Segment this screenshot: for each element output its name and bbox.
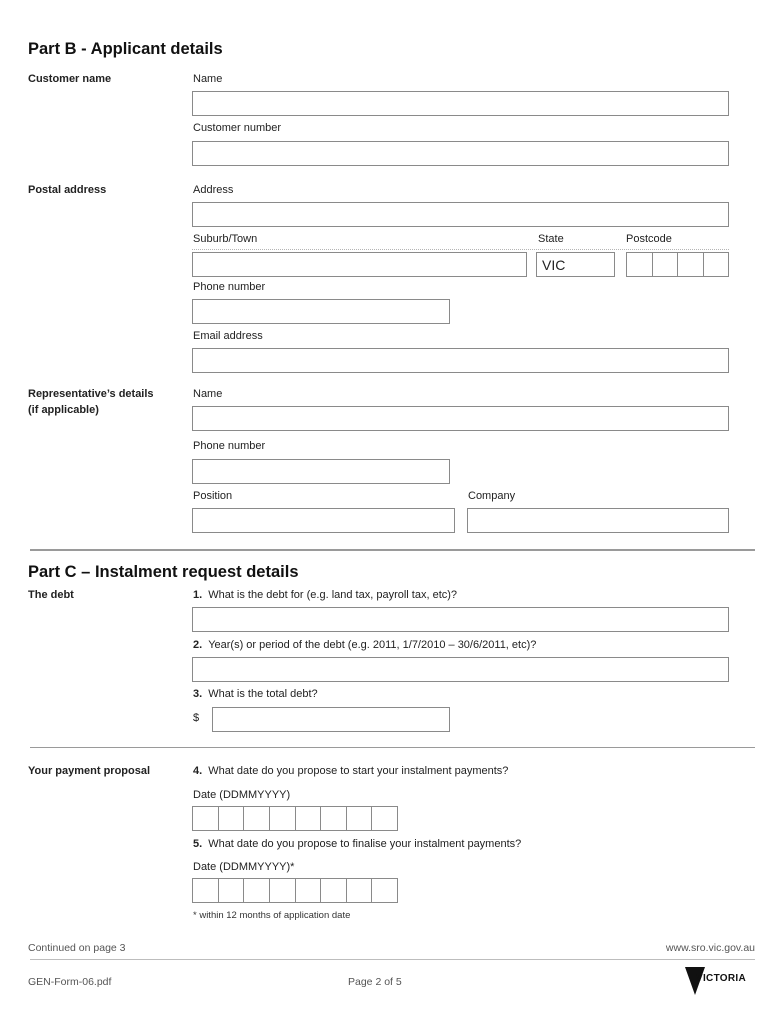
date-digit[interactable] [321,879,347,902]
postal-address-section-label: Postal address [28,184,107,196]
question-1-text: What is the debt for (e.g. land tax, payroll tax, etc)? [208,589,458,601]
state-input[interactable]: VIC [536,252,615,277]
rep-section-label-line1: Representative’s details [28,388,154,400]
date-digit[interactable] [193,807,219,830]
debt-period-input[interactable] [192,657,729,682]
customer-number-label: Customer number [193,122,282,134]
date-digit[interactable] [270,879,296,902]
date-digit[interactable] [372,879,397,902]
section-divider [30,549,755,551]
victoria-logo [684,965,750,997]
name-input[interactable] [192,91,729,116]
part-c-title: Part C – Instalment request details [28,563,299,581]
question-2-text: Year(s) or period of the debt (e.g. 2011, 1/7/2010 – 30/6/2011, etc)? [208,639,537,651]
proposal-section-label: Your payment proposal [28,765,151,777]
question-3-text: What is the total debt? [208,688,318,700]
question-2 [193,639,536,651]
postcode-digit[interactable] [653,253,679,276]
rep-name-input[interactable] [192,406,729,431]
date-digit[interactable] [219,807,245,830]
currency-symbol: $ [193,712,200,724]
state-label: State [538,233,564,245]
address-label: Address [193,184,234,196]
page-number: Page 2 of 5 [348,976,402,988]
continued-note: Continued on page 3 [28,942,126,954]
postcode-digit[interactable] [704,253,729,276]
date-digit[interactable] [193,879,219,902]
debt-section-label: The debt [28,589,74,601]
postcode-input[interactable] [626,252,729,277]
customer-name-section-label: Customer name [28,73,112,85]
position-label: Position [193,490,233,502]
start-date-label: Date (DDMMYYYY) [193,789,291,801]
file-name: GEN-Form-06.pdf [28,976,112,988]
customer-number-input[interactable] [192,141,729,166]
suburb-input[interactable] [192,252,527,277]
date-digit[interactable] [244,807,270,830]
footnote: * within 12 months of application date [193,910,351,921]
position-input[interactable] [192,508,455,533]
section-divider [30,747,755,748]
date-digit[interactable] [244,879,270,902]
email-label: Email address [193,330,263,342]
question-5-text: What date do you propose to finalise your instalment payments? [208,838,522,850]
email-input[interactable] [192,348,729,373]
question-3 [193,688,318,700]
start-date-input[interactable] [192,806,398,831]
finish-date-label: Date (DDMMYYYY)* [193,861,295,873]
rep-phone-input[interactable] [192,459,450,484]
date-digit[interactable] [296,879,322,902]
debt-type-input[interactable] [192,607,729,632]
postcode-digit[interactable] [678,253,704,276]
victoria-logo-text: VICTORIA [696,973,746,984]
company-input[interactable] [467,508,729,533]
date-digit[interactable] [372,807,397,830]
question-5 [193,838,521,850]
date-digit[interactable] [270,807,296,830]
question-1 [193,589,457,601]
postcode-digit[interactable] [627,253,653,276]
finish-date-input[interactable] [192,878,398,903]
question-4-text: What date do you propose to start your instalment payments? [208,765,509,777]
question-2-number: 2. [193,639,203,651]
name-field-label: Name [193,73,223,85]
footer-divider [30,959,755,960]
question-4-number: 4. [193,765,203,777]
date-digit[interactable] [321,807,347,830]
rep-section-label-line2: (if applicable) [28,404,99,416]
question-1-number: 1. [193,589,203,601]
address-input[interactable] [192,202,729,227]
question-3-number: 3. [193,688,203,700]
question-4 [193,765,508,777]
part-b-title: Part B - Applicant details [28,40,223,58]
date-digit[interactable] [347,879,373,902]
phone-label: Phone number [193,281,266,293]
company-label: Company [468,490,516,502]
date-digit[interactable] [347,807,373,830]
rep-name-label: Name [193,388,223,400]
rep-phone-label: Phone number [193,440,266,452]
question-5-number: 5. [193,838,203,850]
phone-input[interactable] [192,299,450,324]
date-digit[interactable] [296,807,322,830]
total-debt-input[interactable] [212,707,450,732]
postcode-label: Postcode [626,233,672,245]
website: www.sro.vic.gov.au [665,942,755,954]
suburb-label: Suburb/Town [193,233,258,245]
row-divider [192,249,729,250]
date-digit[interactable] [219,879,245,902]
